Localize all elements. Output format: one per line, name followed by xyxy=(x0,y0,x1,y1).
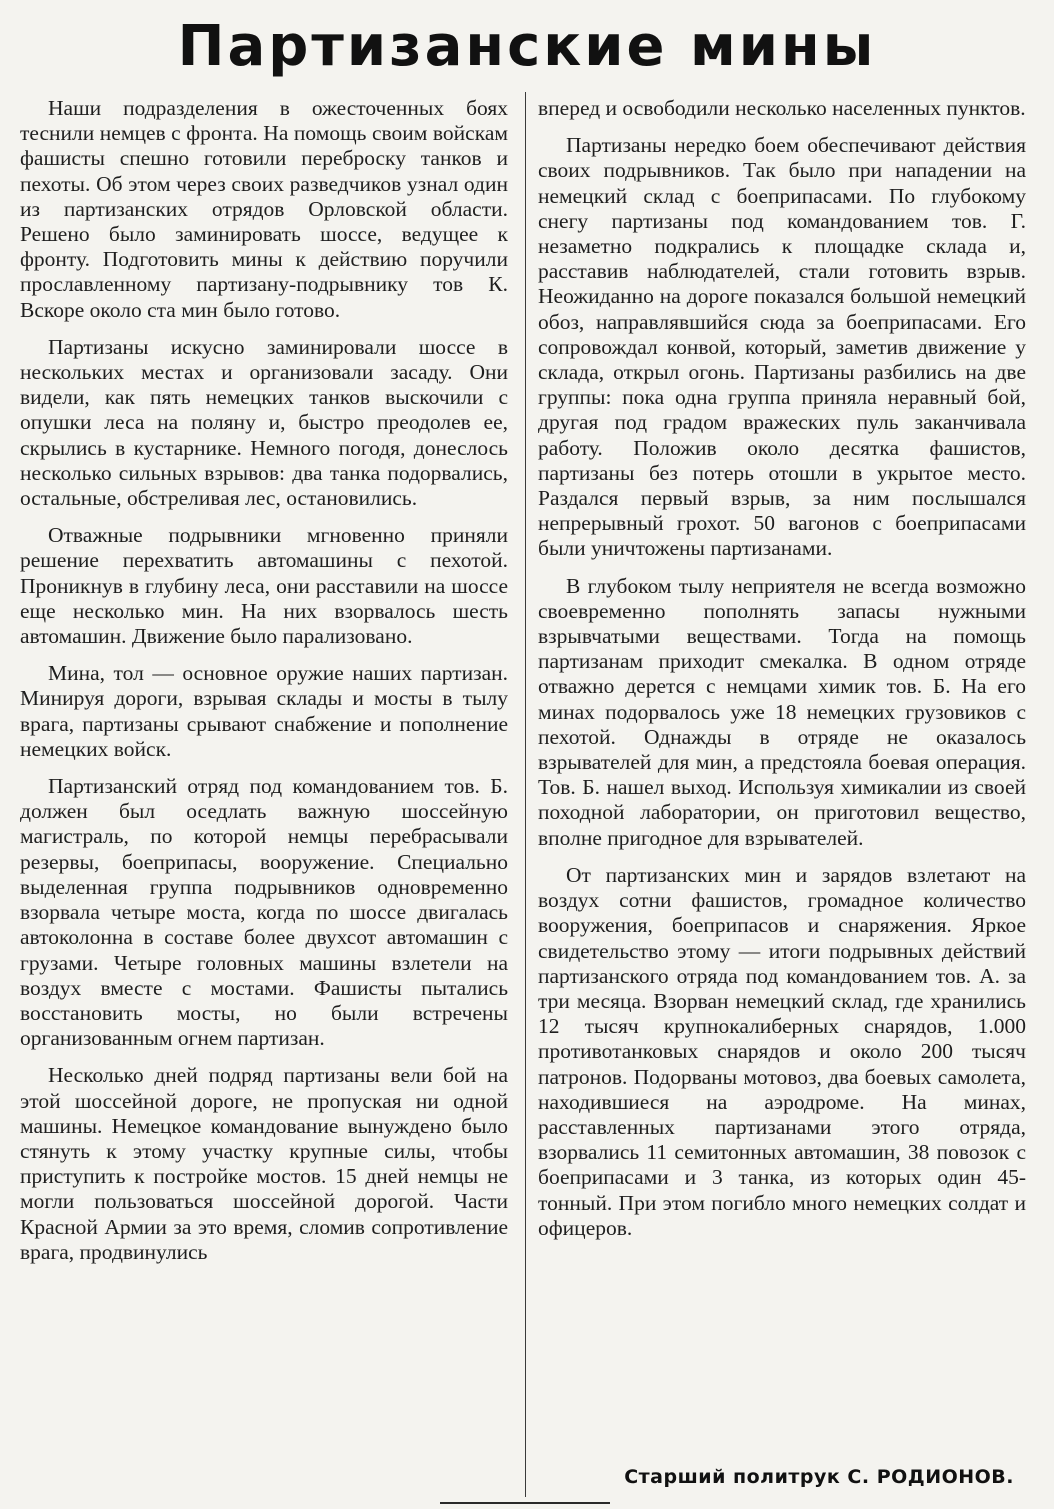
paragraph: Партизаны нередко боем обеспечивают действия своих подрывников. Так было при нападении на немецкий склад с боеприпасами. По глубокому снегу партизаны под командованием тов. Г. незаметно подкрались к площадке склада и, расставив наблюдателей, стали готовить взрыв. Неожиданно на дороге показался большой немецкий обоз, направлявшийся сюда за боеприпасами. Его сопровождал конвой, который, заметив движение у склада, открыл огонь. Партизаны разбились на две группы: пока одна группа приняла неравный бой, другая под градом вражеских пуль заканчивала работу. Положив около десятка фашистов, партизаны без потерь отошли в укрытое место. Раздался первый взрыв, за ним послышался непрерывный грохот. 50 вагонов с боеприпасами были уничтожены партизанами. xyxy=(538,133,1026,561)
paragraph: От партизанских мин и зарядов взлетают на воздух сотни фашистов, громадное количество вооружения, боеприпасов и снаряжения. Яркое свидетельство этому — итоги подрывных действий партизанского отряда под командованием тов. А. за три месяца. Взорван немецкий склад, где хранились 12 тысяч крупнокалиберных снарядов, 1.000 противотанковых снарядов и около 200 тысяч патронов. Подорваны мотовоз, два боевых самолета, находившиеся на аэродроме. На минах, расставленных партизанами этого отряда, взорвались 11 семитонных автомашин, 38 повозок с боеприпасами и 3 танка, из которых один 45-тонный. При этом погибло много немецких солдат и офицеров. xyxy=(538,862,1026,1240)
paragraph-continuation: вперед и освободили несколько населенных пунктов. xyxy=(538,96,1026,120)
paragraph: Отважные подрывники мгновенно приняли решение перехватить автомашины с пехотой. Проникнув в глубину леса, они расставили на шоссе еще несколько мин. На них взорвалось шесть автомашин. Движение было парализовано. xyxy=(20,523,508,649)
paragraph: Мина, тол — основное оружие наших партизан. Минируя дороги, взрывая склады и мосты в тылу врага, партизаны срывают снабжение и пополнение немецких войск. xyxy=(20,661,508,761)
article-left-column xyxy=(20,96,508,1277)
bottom-rule xyxy=(440,1502,610,1504)
paragraph: В глубоком тылу неприятеля не всегда возможно своевременно пополнять запасы нужными взрывчатыми веществами. Тогда на помощь партизанам приходит смекалка. В одном отряде отважно дерется с немцами химик тов. Б. На его минах подорвалось уже 18 немецких грузовиков с пехотой. Однажды в отряде не оказалось взрывателей для мин, а предстояла боевая операция. Тов. Б. нашел выход. Используя химикалии из своей походной лаборатории, он приготовил вещество, вполне пригодное для взрывателей. xyxy=(538,573,1026,850)
author-signature: Старший политрук С. РОДИОНОВ. xyxy=(624,1466,1014,1488)
column-divider xyxy=(525,92,526,1497)
paragraph: Партизанский отряд под командованием тов. Б. должен был оседлать важную шоссейную магистраль, по которой немцы перебрасывали резервы, боеприпасы, вооружение. Специально выделенная группа подрывников одновременно взорвала четыре моста, когда по шоссе двигалась автоколонна в составе более двухсот автомашин с грузами. Четыре головных машины взлетели на воздух вместе с мостами. Фашисты пытались восстановить мосты, но были встречены организованным огнем партизан. xyxy=(20,774,508,1051)
paragraph: Наши подразделения в ожесточенных боях теснили немцев с фронта. На помощь своим войскам фашисты спешно готовили переброску танков и пехоты. Об этом через своих разведчиков узнал один из партизанских отрядов Орловской области. Решено было заминировать шоссе, ведущее к фронту. Подготовить мины к действию поручили прославленному партизану-подрывнику тов К. Вскоре около ста мин было готово. xyxy=(20,96,508,322)
article-title: Партизанские мины xyxy=(177,14,877,79)
paragraph: Партизаны искусно заминировали шоссе в нескольких местах и организовали засаду. Они видели, как пять немецких танков выскочили с опушки леса на поляну и, быстро преодолев ее, скрылись в кустарнике. Немного погодя, донеслось несколько сильных взрывов: два танка подорвались, остальные, обстреливая лес, остановились. xyxy=(20,334,508,511)
article-right-column xyxy=(538,96,1026,1253)
paragraph: Несколько дней подряд партизаны вели бой на этой шоссейной дороге, не пропуская ни одной машины. Немецкое командование вынуждено было стянуть к этому участку крупные силы, чтобы приступить к постройке мостов. 15 дней немцы не могли пользоваться шоссейной дорогой. Части Красной Армии за это время, сломив сопротивление врага, продвинулись xyxy=(20,1063,508,1264)
